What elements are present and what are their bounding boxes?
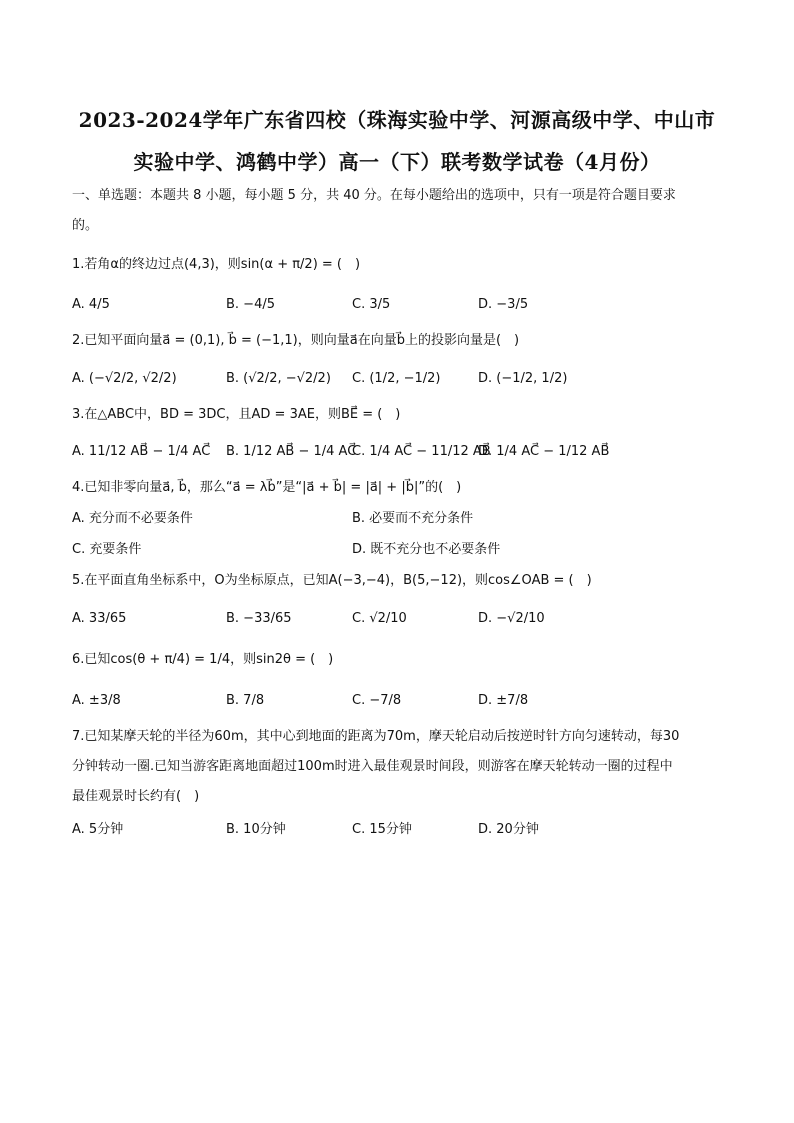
- exam-title-line-2: 实验中学、鸿鹤中学）高一（下）联考数学试卷（4月份）: [133, 150, 661, 174]
- question-7-option-c: C. 15分钟: [352, 822, 412, 837]
- question-3-option-a: A. 11/12 AB⃗ − 1/4 AC⃗: [72, 444, 211, 459]
- question-7-stem-line-1: 7.已知某摩天轮的半径为60m，其中心到地面的距离为70m，摩天轮启动后按逆时针方向匀速转动，每30: [72, 729, 680, 744]
- question-5-stem: 5.在平面直角坐标系中，O为坐标原点，已知A(−3,−4)，B(5,−12)，则cos∠OAB = ( ): [72, 573, 592, 588]
- question-7-stem-line-3: 最佳观景时长约有( ): [72, 789, 200, 804]
- question-3-option-b: B. 1/12 AB⃗ − 1/4 AC⃗: [226, 444, 357, 459]
- question-2-option-a: A. (−√2/2, √2/2): [72, 371, 177, 386]
- question-6-option-b: B. 7/8: [226, 693, 265, 708]
- question-2-option-d: D. (−1/2, 1/2): [478, 371, 568, 386]
- question-4-option-d: D. 既不充分也不必要条件: [352, 542, 501, 557]
- question-1-option-d: D. −3/5: [478, 297, 529, 312]
- question-3-option-d: D. 1/4 AC⃗ − 1/12 AB⃗: [478, 444, 610, 459]
- question-2-stem: 2.已知平面向量a⃗ = (0,1), b⃗ = (−1,1)，则向量a⃗在向量b⃗上的投影向量是( ): [72, 333, 520, 348]
- question-4-stem: 4.已知非零向量a⃗, b⃗，那么“a⃗ = λb⃗”是“|a⃗ + b⃗| = |a⃗| + |b⃗|”的( ): [72, 480, 462, 495]
- question-7-stem: [72, 722, 722, 812]
- question-5-option-c: C. √2/10: [352, 611, 407, 626]
- question-3-option-c: C. 1/4 AC⃗ − 11/12 AB⃗: [352, 444, 491, 459]
- question-2-option-b: B. (√2/2, −√2/2): [226, 371, 331, 386]
- section-instructions: [72, 181, 724, 241]
- section-instructions-line-2: 的。: [72, 218, 99, 233]
- question-2-option-c: C. (1/2, −1/2): [352, 371, 441, 386]
- question-6-option-c: C. −7/8: [352, 693, 402, 708]
- question-4-option-a: A. 充分而不必要条件: [72, 511, 193, 526]
- question-1-option-a: A. 4/5: [72, 297, 110, 312]
- question-7-option-b: B. 10分钟: [226, 822, 286, 837]
- question-4-option-b: B. 必要而不充分条件: [352, 511, 474, 526]
- question-4-option-c: C. 充要条件: [72, 542, 142, 557]
- exam-title-line-1: 2023-2024学年广东省四校（珠海实验中学、河源高级中学、中山市: [78, 108, 716, 132]
- question-7-option-d: D. 20分钟: [478, 822, 539, 837]
- question-6-option-d: D. ±7/8: [478, 693, 529, 708]
- question-1-stem: 1.若角α的终边过点(4,3)，则sin(α + π/2) = ( ): [72, 257, 361, 272]
- question-6-stem: 6.已知cos(θ + π/4) = 1/4，则sin2θ = ( ): [72, 652, 334, 667]
- question-7-option-a: A. 5分钟: [72, 822, 124, 837]
- question-7-stem-line-2: 分钟转动一圈.已知当游客距离地面超过100m时进入最佳观景时间段，则游客在摩天轮转动一圈的过程中: [72, 759, 673, 774]
- question-1-option-c: C. 3/5: [352, 297, 391, 312]
- question-5-option-a: A. 33/65: [72, 611, 127, 626]
- question-6-option-a: A. ±3/8: [72, 693, 121, 708]
- question-5-option-d: D. −√2/10: [478, 611, 545, 626]
- question-3-stem: 3.在△ABC中，BD = 3DC，且AD = 3AE，则BE⃗ = ( ): [72, 407, 401, 422]
- section-instructions-line-1: 一、单选题：本题共 8 小题，每小题 5 分，共 40 分。在每小题给出的选项中，只有一项是符合题目要求: [72, 188, 676, 203]
- question-5-option-b: B. −33/65: [226, 611, 292, 626]
- question-1-option-b: B. −4/5: [226, 297, 275, 312]
